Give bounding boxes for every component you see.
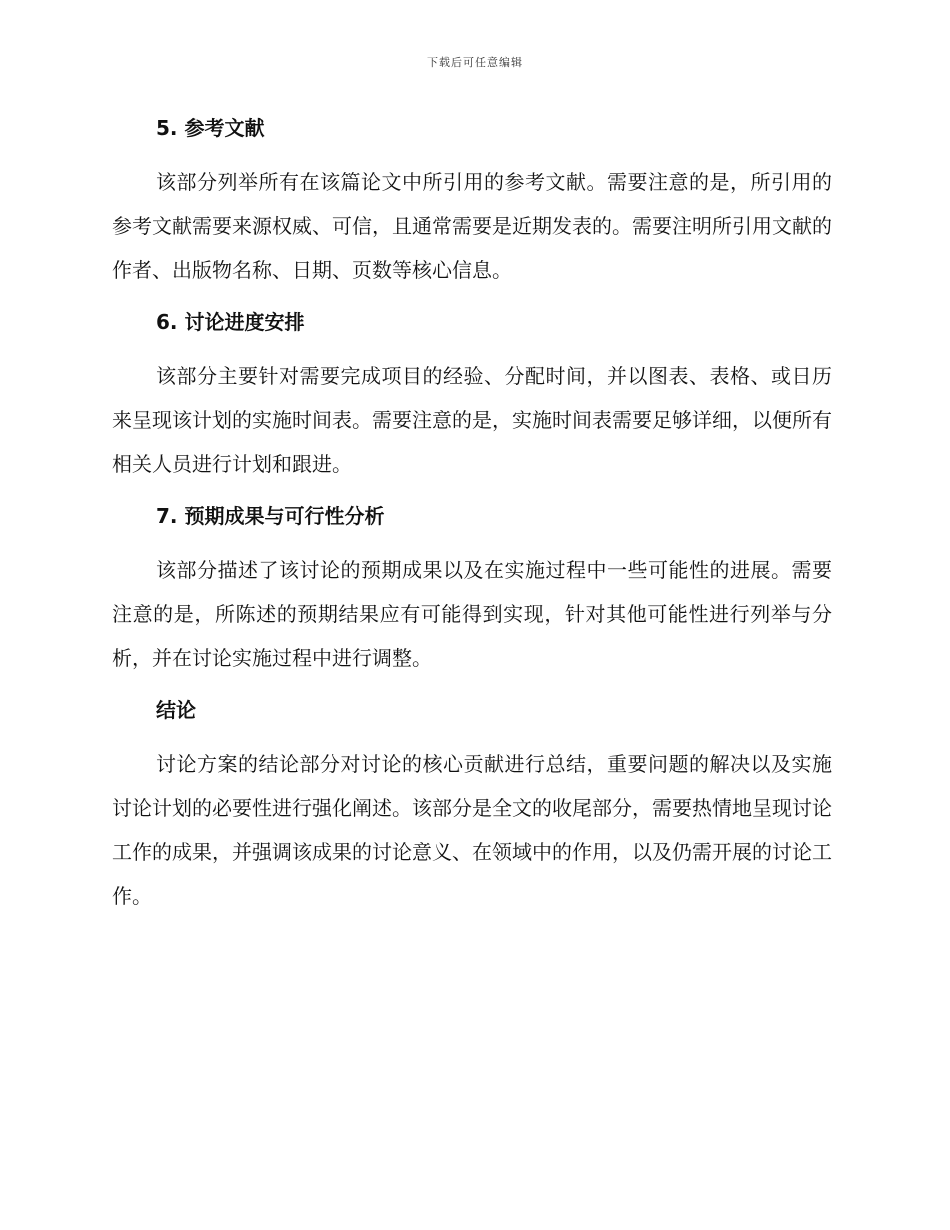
- section-heading: 结论: [156, 698, 196, 722]
- page-header: 下载后可任意编辑: [427, 56, 523, 69]
- section-heading: 7. 预期成果与可行性分析: [156, 504, 385, 528]
- document-content: [112, 112, 832, 932]
- section-paragraph: 该部分列举所有在该篇论文中所引用的参考文献。需要注意的是，所引用的参考文献需要来源权威、可信，且通常需要是近期发表的。需要注明所引用文献的作者、出版物名称、日期、页数等核心信息。: [112, 170, 832, 282]
- section-paragraph: 讨论方案的结论部分对讨论的核心贡献进行总结，重要问题的解决以及实施讨论计划的必要性进行强化阐述。该部分是全文的收尾部分，需要热情地呈现讨论工作的成果，并强调该成果的讨论意义、在领域中的作用，以及仍需开展的讨论工作。: [112, 752, 832, 908]
- section-paragraph: 该部分描述了该讨论的预期成果以及在实施过程中一些可能性的进展。需要注意的是，所陈述的预期结果应有可能得到实现，针对其他可能性进行列举与分析，并在讨论实施过程中进行调整。: [112, 558, 832, 670]
- section-paragraph: 该部分主要针对需要完成项目的经验、分配时间，并以图表、表格、或日历来呈现该计划的实施时间表。需要注意的是，实施时间表需要足够详细，以便所有相关人员进行计划和跟进。: [112, 364, 832, 476]
- section-heading: 6. 讨论进度安排: [156, 310, 305, 334]
- section-expected-results: [112, 500, 832, 680]
- section-schedule: [112, 306, 832, 486]
- section-references: [112, 112, 832, 292]
- section-heading: 5. 参考文献: [156, 116, 265, 140]
- section-conclusion: [112, 694, 832, 918]
